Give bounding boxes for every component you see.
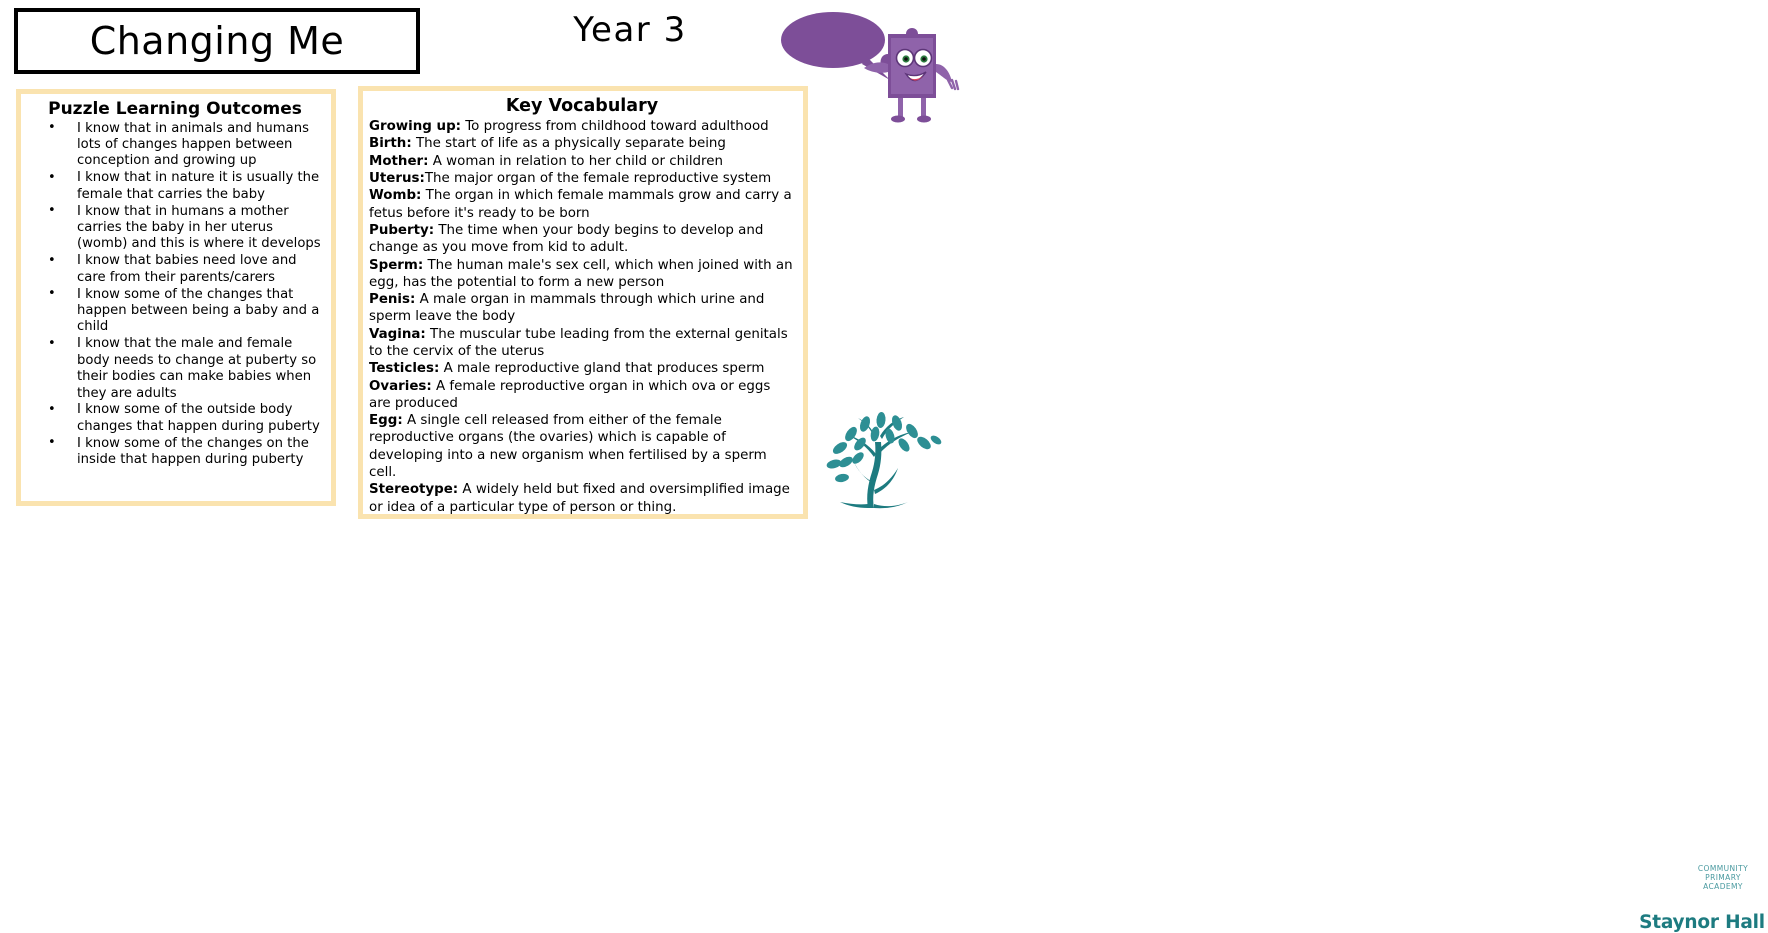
vocabulary-item: [369, 187, 795, 222]
outcome-item: • I know that the male and female body needs to change at puberty so their bodies can make babies when they are adults: [25, 336, 325, 402]
outcomes-list: [25, 121, 325, 469]
vocabulary-definition: A female reproductive organ in which ova or eggs are produced: [369, 378, 771, 411]
speech-bubble-greeting: Hello: [1590, 24, 1638, 43]
vocabulary-term: Mother:: [369, 153, 429, 169]
vocabulary-item: [369, 481, 795, 516]
puzzle-title-box: [14, 8, 420, 74]
vocabulary-item: [369, 291, 795, 326]
outcome-item: • I know some of the outside body changes that happen during puberty: [25, 402, 325, 435]
year-label: Year 3: [573, 10, 687, 50]
vocabulary-item: [369, 153, 795, 170]
vocabulary-definition: A widely held but fixed and oversimplified image or idea of a particular type of person or thing.: [369, 482, 790, 515]
key-vocabulary-panel: [358, 86, 808, 519]
vocabulary-term: Testicles:: [369, 361, 440, 377]
puzzle-learning-outcomes-panel: [16, 89, 336, 506]
vocabulary-term: Egg:: [369, 413, 403, 429]
vocabulary-item: [369, 360, 795, 377]
vocabulary-item: [369, 257, 795, 292]
outcome-item: • I know that in humans a mother carries the baby in her uterus (womb) and this is where it develops: [25, 204, 325, 253]
vocabulary-term: Growing up:: [369, 119, 462, 135]
vocabulary-definition: A male organ in mammals through which urine and sperm leave the body: [369, 292, 765, 325]
vocabulary-definition: To progress from childhood toward adulthood: [461, 119, 769, 135]
speech-bubble-name: I'm Jigsaw Jino: [1581, 44, 1647, 54]
outcome-item: • I know that in nature it is usually the female that carries the baby: [25, 170, 325, 203]
outcome-item: • I know that babies need love and care from their parents/carers: [25, 253, 325, 286]
vocabulary-definition: The major organ of the female reproductive system: [424, 171, 772, 187]
vocabulary-definition: A male reproductive gland that produces sperm: [439, 361, 765, 377]
vocabulary-definition: A single cell released from either of the female reproductive organs (the ovaries) which is capable of developing into a new organism when fertilised by a sperm cell.: [369, 413, 767, 481]
logo-academy-text: COMMUNITY PRIMARY ACADEMY: [1697, 864, 1749, 891]
vocabulary-item: [369, 135, 795, 152]
vocabulary-definition: The start of life as a physically separate being: [411, 136, 726, 152]
vocabulary-term: Birth:: [369, 136, 412, 152]
vocabulary-definition: A woman in relation to her child or children: [428, 153, 723, 169]
vocabulary-term: Ovaries:: [369, 378, 432, 394]
vocabulary-item: [369, 412, 795, 481]
vocabulary-definition: The human male's sex cell, which when joined with an egg, has the potential to form a new person: [369, 257, 793, 290]
outcome-item: • I know some of the changes on the inside that happen during puberty: [25, 436, 325, 469]
vocabulary-term: Vagina:: [369, 326, 426, 342]
vocabulary-term: Stereotype:: [369, 482, 459, 498]
vocabulary-definition: The muscular tube leading from the external genitals to the cervix of the uterus: [369, 326, 788, 359]
vocabulary-item: [369, 170, 795, 187]
vocabulary-definition: The time when your body begins to develop and change as you move from kid to adult.: [369, 222, 764, 256]
page-title: Changing Me: [89, 19, 345, 63]
vocabulary-item: [369, 118, 795, 135]
outcomes-heading: Puzzle Learning Outcomes: [48, 99, 302, 119]
vocabulary-term: Uterus:: [369, 171, 425, 187]
school-logo: [818, 412, 1765, 933]
vocabulary-term: Womb:: [369, 188, 422, 204]
vocabulary-heading: Key Vocabulary: [505, 96, 659, 116]
vocabulary-list: [369, 118, 795, 516]
vocabulary-term: Penis:: [369, 292, 416, 308]
vocabulary-term: Puberty:: [369, 222, 435, 238]
logo-school-name: Staynor Hall: [1639, 912, 1765, 933]
vocabulary-item: [369, 326, 795, 361]
vocabulary-item: [369, 222, 795, 257]
tree-logo-icon: [818, 412, 950, 536]
vocabulary-definition: The organ in which female mammals grow and carry a fetus before it's ready to be born: [369, 188, 792, 221]
outcome-item: • I know that in animals and humans lots of changes happen between conception and growing up: [25, 121, 325, 170]
outcome-item: • I know some of the changes that happen between being a baby and a child: [25, 287, 325, 336]
vocabulary-item: [369, 378, 795, 413]
vocabulary-term: Sperm:: [369, 257, 424, 273]
